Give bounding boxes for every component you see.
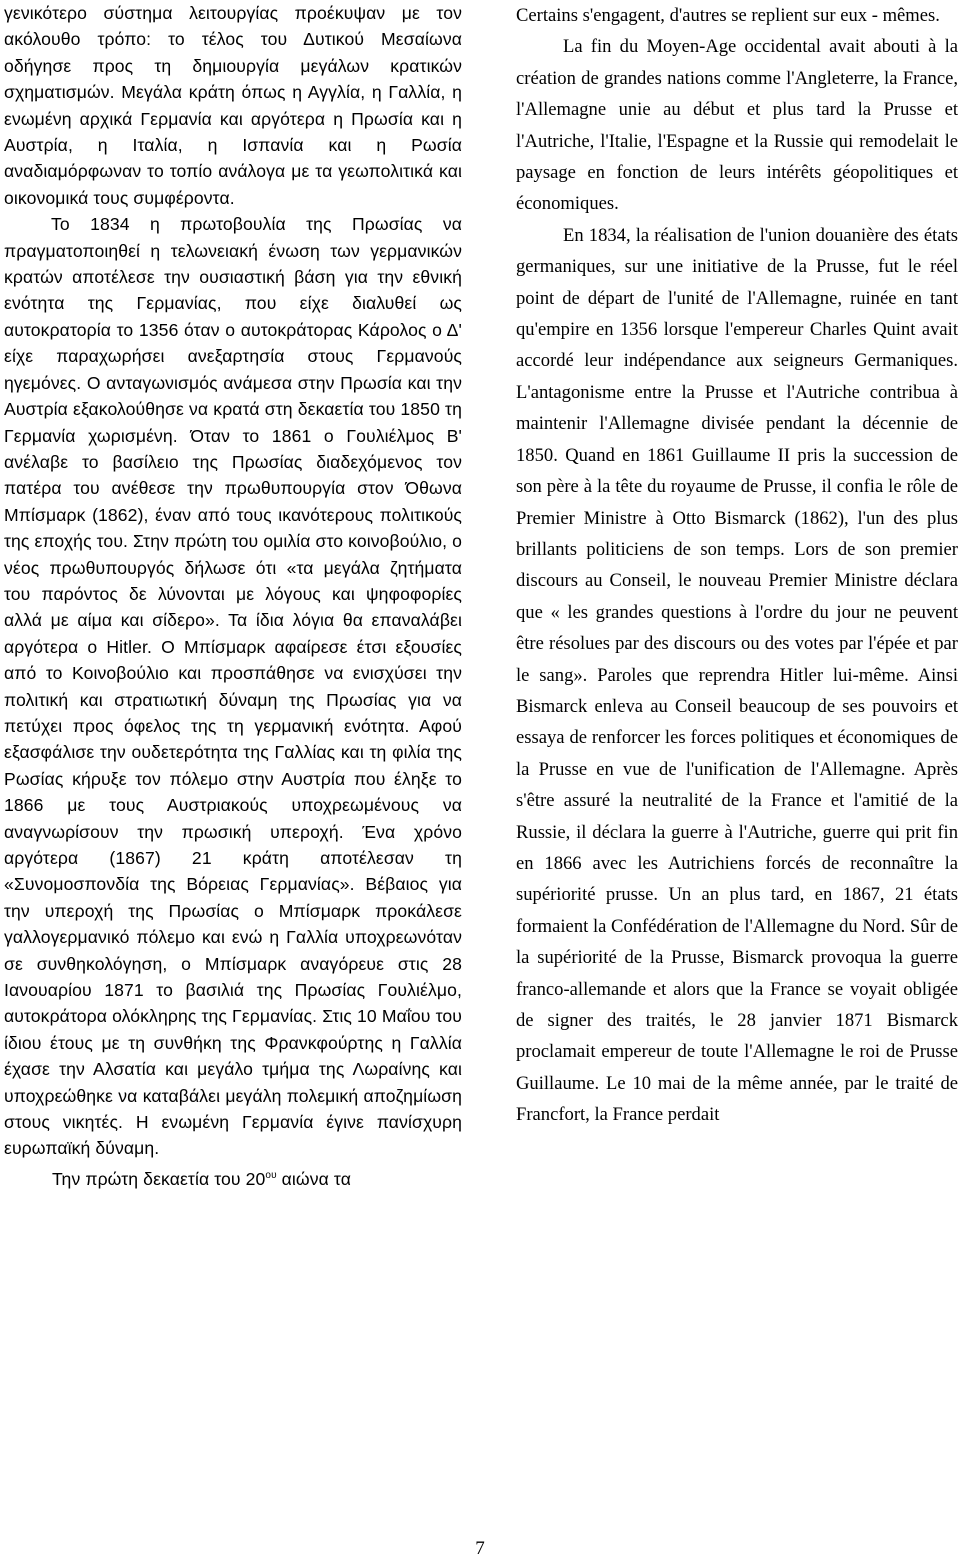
french-paragraph-1: Certains s'engagent, d'autres se replient sur eux - mêmes.	[516, 5, 940, 26]
french-paragraph-3: En 1834, la réalisation de l'union douanière des états germaniques, sur une initiative de la Prusse, fut le réel point de départ de l'unité de l'Allemagne, ruinée en tant qu'empire en 1356 lorsque l'empereur Charles Quint avait accordé leur indépendance aux seigneurs Germaniques. L'antagonisme entre la Prusse et l'Autriche contribua à maintenir l'Allemagne divisée pendant la décennie de 1850. Quand en 1861 Guillaume II pris la succession de son père à la tête du royaume de Prusse, il confia le rôle de Premier Ministre à Otto Bismarck (1862), l'un des plus brillants politiciens de son temps. Lors de son premier discours au Conseil, le nouveau Premier Ministre déclara que « les grandes questions à l'ordre du jour ne peuvent être résolues par des discours ou des votes par l'épée et par le sang». Paroles que reprendra Hitler lui-même. Ainsi Bismarck enleva au Conseil beaucoup de ses pouvoirs et essaya de renforcer les forces politiques et économiques de la Prusse en vue de l'unification de l'Allemagne. Après s'être assuré la neutralité de la France et l'amitié de la Russie, il déclara la guerre à l'Autriche, guerre qui prit fin en 1866 avec les Autrichiens forcés de reconnaître la supériorité prusse. Un an plus tard, en 1867, 21 états formaient la Confédération de l'Allemagne du Nord. Sûr de la supériorité de la Prusse, Bismarck provoqua la guerre franco-allemande et alors que la France se voyait obligée de signer des traités, le 28 janvier 1871 Bismarck proclamait empereur de toute l'Allemagne le roi de Prusse Guillaume. Le 10 mai de la même année, par le traité de Francfort, la France perdait	[516, 224, 958, 1126]
french-text-column	[516, 0, 958, 1131]
greek-text-column	[4, 0, 462, 1192]
greek-paragraph-1: γενικότερο σύστημα λειτουργίας προέκυψαν με τον ακόλουθο τρόπο: το τέλος του Δυτικού Μεσαίωνα οδήγησε προς τη δημιουργία μεγάλων κρατικών σχηματισμών. Μεγάλα κράτη όπως η Αγγλία, η Γαλλία, η ενωμένη αρχικά Γερμανία και αργότερα η Πρωσία και η Αυστρία, η Ιταλία, η Ισπανία και η Ρωσία αναδιαμόρφωναν το τοπίο ανάλογα με τα γεωπολιτικά και οικονομικά τους συμφέροντα.	[4, 3, 462, 208]
greek-paragraph-3	[4, 1166, 462, 1192]
french-paragraph-2: La fin du Moyen-Age occidental avait abouti à la création de grandes nations comme l'Angleterre, la France, l'Allemagne unie au début et plus tard la Prusse et l'Autriche, l'Italie, l'Espagne et la Russie qui remodelait le paysage en fonction de leurs intérêts géopolitiques et économiques.	[516, 36, 958, 215]
page-number: 7	[475, 1538, 485, 1559]
greek-paragraph-3-tail: αιώνα τα	[276, 1168, 351, 1189]
greek-paragraph-3-superscript: ου	[265, 1170, 277, 1182]
greek-paragraph-3-text: Την πρώτη δεκαετία του 20	[52, 1168, 266, 1189]
greek-paragraph-2: Το 1834 η πρωτοβουλία της Πρωσίας να πραγματοποιηθεί η τελωνειακή ένωση των γερμανικών κρατών αποτέλεσε την ουσιαστική βάση για την εθνική ενότητα της Γερμανίας, που είχε διαλυθεί ως αυτοκρατορία το 1356 όταν ο αυτοκράτορας Κάρολος ο Δ' είχε παραχωρήσει ανεξαρτησία στους Γερμανούς ηγεμόνες. Ο ανταγωνισμός ανάμεσα στην Πρωσία και την Αυστρία εξακολούθησε να κρατά στη δεκαετία του 1850 τη Γερμανία χωρισμένη. Όταν το 1861 ο Γουλιέλμος Β' ανέλαβε το βασίλειο της Πρωσίας διαδεχόμενος τον πατέρα του ανέθεσε την πρωθυπουργία στον Όθωνα Μπίσμαρκ (1862), έναν από τους ικανότερους πολιτικούς της εποχής του. Στην πρώτη του ομιλία στο κοινοβούλιο, ο νέος πρωθυπουργός δήλωσε ότι «τα μεγάλα ζητήματα του παρόντος δε λύνονται με λόγους και ψηφοφορίες αλλά με αίμα και σίδερο». Τα ίδια λόγια θα επαναλάβει αργότερα ο Hitler. Ο Μπίσμαρκ αφαίρεσε έτσι εξουσίες από το Κοινοβούλιο και προσπάθησε να ενισχύσει την πολιτική και στρατιωτική δύναμη της Πρωσίας για να πετύχει προς όφελος της τη γερμανική ενότητα. Αφού εξασφάλισε την ουδετερότητα της Γαλλίας και τη φιλία της Ρωσίας κήρυξε τον πόλεμο στην Αυστρία που έληξε το 1866 με τους Αυστριακούς υποχρεωμένους να αναγνωρίσουν την πρωσική υπεροχή. Ένα χρόνο αργότερα (1867) 21 κράτη αποτέλεσαν τη «Συνομοσπονδία της Βόρειας Γερμανίας». Βέβαιος για την υπεροχή της Πρωσίας ο Μπίσμαρκ προκάλεσε γαλλογερμανικό πόλεμο και ενώ η Γαλλία υποχρεωνόταν σε συνθηκολόγηση, ο Μπίσμαρκ αναγόρευε στις 28 Ιανουαρίου 1871 το βασιλιά της Πρωσίας Γουλιέλμο, αυτοκράτορα ολόκληρης της Γερμανίας. Στις 10 Μαΐου του ίδιου έτους με τη συνθήκη της Φρανκφούρτης η Γαλλία έχασε την Αλσατία και μεγάλο τμήμα της Λωραίνης και υποχρεώθηκε να καταβάλει μεγάλη πολεμική αποζημίωση στους νικητές. Η ενωμένη Γερμανία έγινε πανίσχυρη ευρωπαϊκή δύναμη.	[4, 214, 462, 1159]
